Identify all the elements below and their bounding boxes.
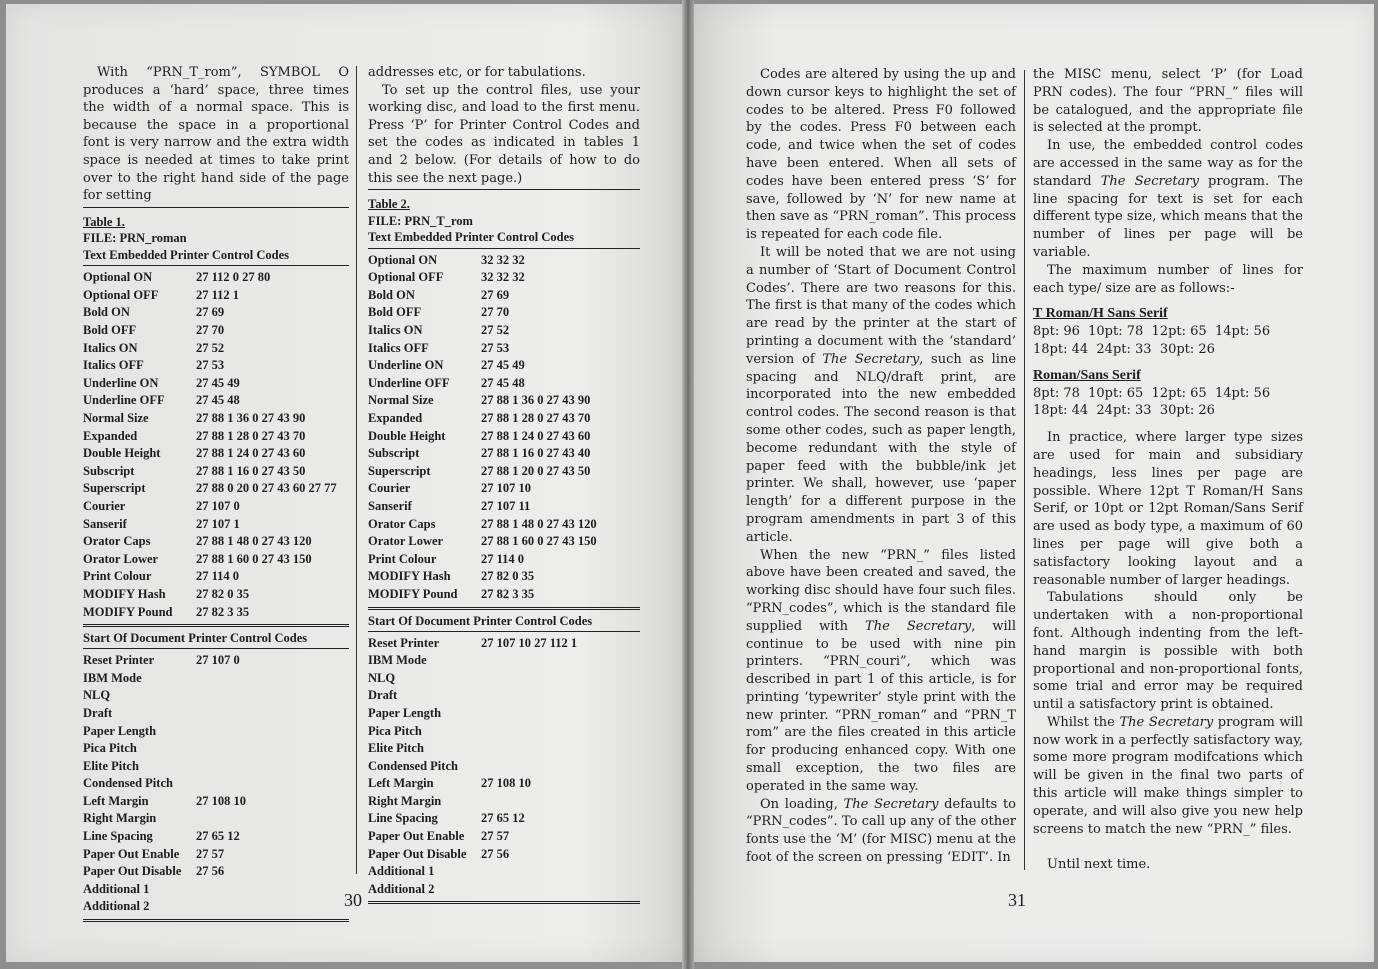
code-name: Pica Pitch [83,741,137,756]
table-row [83,846,349,864]
table-row [83,687,349,705]
table-row [368,568,640,586]
code-value: 27 107 0 [196,653,240,668]
code-value [481,793,640,811]
table-row [83,740,349,758]
code-name: Reset Printer [368,635,440,650]
divider [368,248,640,249]
line-counts: 18pt: 44 24pt: 33 30pt: 26 [1033,403,1215,419]
code-name: Orator Lower [368,534,444,549]
table-row [83,723,349,741]
table-row [368,392,640,410]
table-row [368,635,640,653]
code-value [196,810,349,828]
code-value: 27 65 12 [481,811,525,826]
code-name: Paper Out Disable [368,846,467,861]
code-value: 27 69 [481,287,510,302]
code-value: 27 82 0 35 [196,586,250,601]
table-file: FILE: PRN_T_rom [368,213,473,228]
code-name: Line Spacing [368,811,438,826]
table-row [368,740,640,758]
table-row [83,670,349,688]
code-value: 27 45 48 [481,375,525,390]
table-row [368,881,640,899]
column-divider [356,66,357,874]
code-name: Optional OFF [83,287,159,302]
table-row [83,287,349,305]
code-value: 27 107 10 27 112 1 [481,635,578,650]
code-value: 27 88 1 36 0 27 43 90 [481,393,591,408]
code-name: NLQ [83,688,111,703]
divider [83,919,349,922]
code-value [196,898,349,916]
code-value: 27 65 12 [196,829,240,844]
left-page [6,4,682,962]
code-name: Double Height [368,428,446,443]
code-value: 27 107 11 [481,498,531,513]
table-row [83,652,349,670]
table-row [83,392,349,410]
line-counts: 18pt: 44 24pt: 33 30pt: 26 [1033,341,1215,357]
paragraph: Tabulations should only be undertaken with a non-proportional font. Although indenting from the left-hand margin is possible with both proportional and non-proportional fonts, some trial and error may be required until a satisfactory print is obtained. [1033,590,1303,713]
table-row [368,516,640,534]
code-value [481,705,640,723]
paragraph: When the new “PRN_” files listed above have been created and saved, the working disc should have four such files. “PRN_codes”, which is the standard file supplied with The Secretary, will continue to be used with nine pin printers. “PRN_couri”, which was described in part 1 of this article, is for printing ‘typewriter’ style print with the new printer. “PRN_roman” and “PRN_T rom” are the files created in this article for producing enhanced copy. With one small exception, the two files are operated in the same way. [746,547,1016,794]
table-row [83,533,349,551]
code-value [196,758,349,776]
code-name: Underline ON [368,358,444,373]
code-name: Italics OFF [368,340,429,355]
code-name: Paper Out Disable [83,864,182,879]
code-name: Orator Lower [83,551,159,566]
code-value [481,863,640,881]
table-row [83,480,349,498]
code-name: Left Margin [83,793,149,808]
table-label: Table 1. [83,214,125,229]
table-row [83,551,349,569]
table-subtitle: Text Embedded Printer Control Codes [368,230,575,245]
code-name: Underline ON [83,375,159,390]
code-value: 27 69 [196,305,225,320]
table-row [368,498,640,516]
code-value: 27 82 3 35 [196,604,250,619]
code-value: 27 107 1 [196,516,240,531]
table-row [368,705,640,723]
code-name: Superscript [368,463,431,478]
table-1 [83,214,349,922]
code-name: Optional ON [83,270,153,285]
table-row [368,586,640,604]
code-value [196,881,349,899]
table-row [83,863,349,881]
table-row [368,687,640,705]
table-row [83,898,349,916]
code-value: 27 88 1 60 0 27 43 150 [481,534,597,549]
code-name: Normal Size [83,411,149,425]
code-value: 27 88 1 16 0 27 43 50 [196,463,306,478]
code-value [481,687,640,705]
table-row [368,533,640,551]
code-value: 27 112 0 27 80 [196,270,271,285]
code-name: Draft [368,688,398,703]
code-name: Sanserif [83,516,127,531]
code-name: Print Colour [368,551,437,566]
code-value: 32 32 32 [481,270,525,285]
table-row [83,463,349,481]
table-row [368,357,640,375]
code-table [83,652,349,916]
paragraph: In use, the embedded control codes are accessed in the same way as for the standard The Secretary program. The line spacing for text is set for each different type size, which means that the number of lines per page will be variable. [1033,138,1303,260]
table-row [368,340,640,358]
code-name: Sanserif [368,498,412,513]
table-row [368,863,640,881]
divider [83,265,349,266]
code-name: IBM Mode [83,670,142,685]
table-row [83,810,349,828]
table-row [368,670,640,688]
section-heading: Roman/Sans Serif [1033,367,1141,383]
table-row [83,586,349,604]
code-name: MODIFY Hash [83,586,166,601]
code-name: Condensed Pitch [368,758,458,773]
code-name: Left Margin [368,776,434,791]
code-value [481,881,640,899]
code-value: 27 88 1 36 0 27 43 90 [196,411,306,425]
code-name: Bold OFF [368,305,422,320]
paragraph: The maximum number of lines for each type/ size are as follows:- [1033,262,1303,296]
table-row [368,322,640,340]
code-value: 27 56 [196,864,225,879]
divider [368,607,640,610]
code-name: Paper Out Enable [83,846,180,861]
code-value [196,670,349,688]
table-row [83,568,349,586]
divider [368,189,640,190]
code-name: Paper Out Enable [368,829,465,844]
code-value: 27 108 10 [481,776,531,791]
divider [368,901,640,904]
table-row [368,375,640,393]
table-row [83,410,349,428]
code-value: 27 52 [196,340,225,355]
code-name: IBM Mode [368,653,427,668]
table-row [83,375,349,393]
code-value: 27 88 1 60 0 27 43 150 [196,551,312,566]
code-table [83,269,349,621]
table-row [83,340,349,358]
table-row [83,304,349,322]
code-value [481,670,640,688]
intro-paragraph: With “PRN_T_rom”, SYMBOL O produces a ‘hard’ space, three times the width of a normal space. This is because the space in a proportional font is very narrow and the extra width space is needed at times to take print over to the right hand side of the page for setting [83,65,349,204]
code-name: Optional ON [368,252,438,267]
table-row [83,445,349,463]
table-row [368,480,640,498]
divider [83,624,349,627]
code-name: Italics ON [368,323,423,338]
code-value: 27 82 3 35 [481,586,535,601]
code-value [196,775,349,793]
code-value [196,705,349,723]
code-value: 27 52 [481,323,510,338]
code-value: 27 88 1 24 0 27 43 60 [196,446,306,461]
right-column-1 [746,66,1016,867]
table-row [83,758,349,776]
table-row [83,428,349,446]
table-file: FILE: PRN_roman [83,231,187,246]
paragraph: the MISC menu, select ‘P’ (for Load PRN codes). The four “PRN_” files will be catalogued, and the appropriate file is selected at the prompt. [1033,67,1303,136]
table-row [368,846,640,864]
code-value: 27 107 0 [196,498,240,513]
table-row [83,322,349,340]
table-row [83,357,349,375]
code-name: Right Margin [83,811,157,826]
code-value [481,652,640,670]
paragraph: On loading, The Secretary defaults to “PRN_codes”. To call up any of the other fonts use the ‘M’ (for MISC) menu at the foot of the screen on pressing ‘EDIT’. In [746,796,1016,866]
code-name: Additional 2 [83,899,150,914]
table-subtitle: Text Embedded Printer Control Codes [83,247,290,262]
code-name: Reset Printer [83,653,155,668]
table-row [368,652,640,670]
code-value: 27 45 49 [481,358,525,373]
table-row [368,252,640,270]
page-number: 30 [344,890,362,910]
code-value [196,740,349,758]
table-row [368,828,640,846]
table-row [83,498,349,516]
code-value: 27 57 [196,846,225,861]
left-column-1 [83,64,349,922]
table-row [368,287,640,305]
table-row [368,445,640,463]
code-name: Bold ON [368,287,415,302]
code-value: 27 53 [481,340,510,355]
table-row [368,304,640,322]
code-name: MODIFY Pound [368,586,458,601]
code-value: 27 57 [481,829,510,844]
page-number: 31 [1008,890,1026,910]
code-value: 27 53 [196,358,225,373]
table-row [368,463,640,481]
code-name: Pica Pitch [368,723,422,738]
code-name: Additional 1 [368,864,435,879]
code-name: MODIFY Hash [368,569,451,584]
table-row [368,410,640,428]
table-section-title: Start Of Document Printer Control Codes [83,631,308,646]
code-name: Expanded [83,428,138,443]
code-name: Italics OFF [83,358,144,373]
code-value: 27 108 10 [196,793,246,808]
table-row [83,793,349,811]
code-value: 27 56 [481,846,510,861]
code-name: NLQ [368,670,396,685]
continued-paragraph: addresses etc, or for tabulations. [368,65,586,80]
setup-paragraph: To set up the control files, use your working disc, and load to the first menu. Press ‘P’ for Printer Control Codes and set the codes as indicated in tables 1 and 2 below. (For details of how to do this see the next page.) [368,82,640,186]
column-divider [1024,70,1025,870]
code-table [368,252,640,604]
code-value: 27 107 10 [481,481,531,496]
code-value: 27 70 [481,305,510,320]
table-section-title: Start Of Document Printer Control Codes [368,613,593,628]
paragraph: Codes are altered by using the up and down cursor keys to highlight the set of codes to be altered. Press F0 followed by the codes. Press F0 between each code, and twice when the set of codes have been entered. When all sets of codes have been entered press ‘S’ for save, followed by ‘N’ for new name at then save as “PRN_roman”. This process is repeated for each code file. [746,67,1016,243]
code-value [481,740,640,758]
code-value: 27 114 0 [481,551,525,566]
code-name: Elite Pitch [83,758,139,773]
code-name: Paper Length [83,723,157,738]
table-2 [368,196,640,904]
table-row [368,269,640,287]
table-row [83,604,349,622]
table-row [83,828,349,846]
code-value: 27 114 0 [196,569,240,584]
code-value: 27 82 0 35 [481,569,535,584]
table-label: Table 2. [368,197,410,212]
code-name: Elite Pitch [368,741,424,756]
code-name: Line Spacing [83,829,153,844]
code-name: Right Margin [368,793,442,808]
code-name: Underline OFF [83,393,165,408]
line-counts: 8pt: 78 10pt: 65 12pt: 65 14pt: 56 [1033,385,1271,401]
code-value: 27 45 48 [196,393,240,408]
code-name: Italics ON [83,340,138,355]
code-name: Additional 2 [368,881,435,896]
code-value [481,723,640,741]
code-name: Subscript [368,446,420,461]
table-row [83,705,349,723]
table-row [368,428,640,446]
closing-line: Until next time. [1047,857,1151,873]
code-name: Bold ON [83,305,130,320]
table-row [368,758,640,776]
table-row [368,775,640,793]
table-row [368,551,640,569]
table-row [83,775,349,793]
left-column-2 [368,64,640,904]
code-value: 27 88 1 28 0 27 43 70 [481,411,591,425]
right-page [694,4,1374,962]
table-row [83,881,349,899]
paragraph: It will be noted that we are not using a number of ‘Start of Document Control Codes’. There are two reasons for this. The first is that many of the codes which are read by the printer at the start of printing a document with the ‘standard’ version of The Secretary, such as line spacing and NLQ/draft print, are incorporated into the new embedded control codes. The second reason is that some other codes, such as paper length, become redundant with the style of paper feed with the bubble/ink jet printer. We shall, however, use ‘paper length’ for a different purpose in the program amendments in part 3 of this article. [746,244,1017,545]
code-value: 27 88 1 48 0 27 43 120 [481,516,597,531]
code-name: Optional OFF [368,270,444,285]
code-name: Paper Length [368,705,442,720]
code-name: Courier [368,481,411,496]
code-value: 27 88 0 20 0 27 43 60 27 77 [196,481,337,496]
code-name: Superscript [83,481,146,496]
code-value: 27 88 1 24 0 27 43 60 [481,428,591,443]
code-table [368,635,640,899]
divider [368,631,640,632]
code-name: Double Height [83,446,161,461]
code-name: Draft [83,705,113,720]
book-gutter [682,0,694,969]
code-name: Expanded [368,411,423,425]
code-value: 27 88 1 48 0 27 43 120 [196,534,312,549]
code-name: Orator Caps [368,516,436,531]
code-name: Additional 1 [83,881,150,896]
code-name: Print Colour [83,569,152,584]
code-name: MODIFY Pound [83,604,173,619]
code-name: Normal Size [368,393,434,408]
table-row [83,269,349,287]
code-value [196,723,349,741]
code-name: Courier [83,498,126,513]
line-counts: 8pt: 96 10pt: 78 12pt: 65 14pt: 56 [1033,324,1271,340]
code-value [481,758,640,776]
table-row [368,723,640,741]
divider [83,648,349,649]
paragraph: Whilst the The Secretary program will now work in a perfectly satisfactory way, some more program modifcations which will be given in the final two parts of this article will make things simpler to operate, and will also give you new help screens to match the new “PRN_” files. [1033,714,1303,837]
code-value: 27 112 1 [196,287,240,302]
code-name: Underline OFF [368,375,450,390]
code-value: 27 88 1 28 0 27 43 70 [196,428,306,443]
table-row [368,810,640,828]
code-value: 27 88 1 16 0 27 43 40 [481,446,591,461]
code-name: Subscript [83,463,135,478]
table-row [368,793,640,811]
code-value: 27 70 [196,323,225,338]
code-value: 27 88 1 20 0 27 43 50 [481,463,591,478]
section-heading: T Roman/H Sans Serif [1033,306,1168,322]
code-name: Bold OFF [83,323,137,338]
code-value [196,687,349,705]
divider [83,207,349,208]
paragraph: In practice, where larger type sizes are used for main and subsidiary headings, less lines per page are possible. Where 12pt T Roman/H Sans Serif, or 10pt or 12pt Roman/Sans Serif are used as body type, a maximum of 60 lines per page will give both a satisfactory looking layout and a reasonable number of larger headings. [1033,430,1303,588]
code-name: Orator Caps [83,534,151,549]
right-column-2 [1033,66,1303,874]
code-value: 32 32 32 [481,252,525,267]
code-value: 27 45 49 [196,375,240,390]
table-row [83,516,349,534]
code-name: Condensed Pitch [83,776,173,791]
